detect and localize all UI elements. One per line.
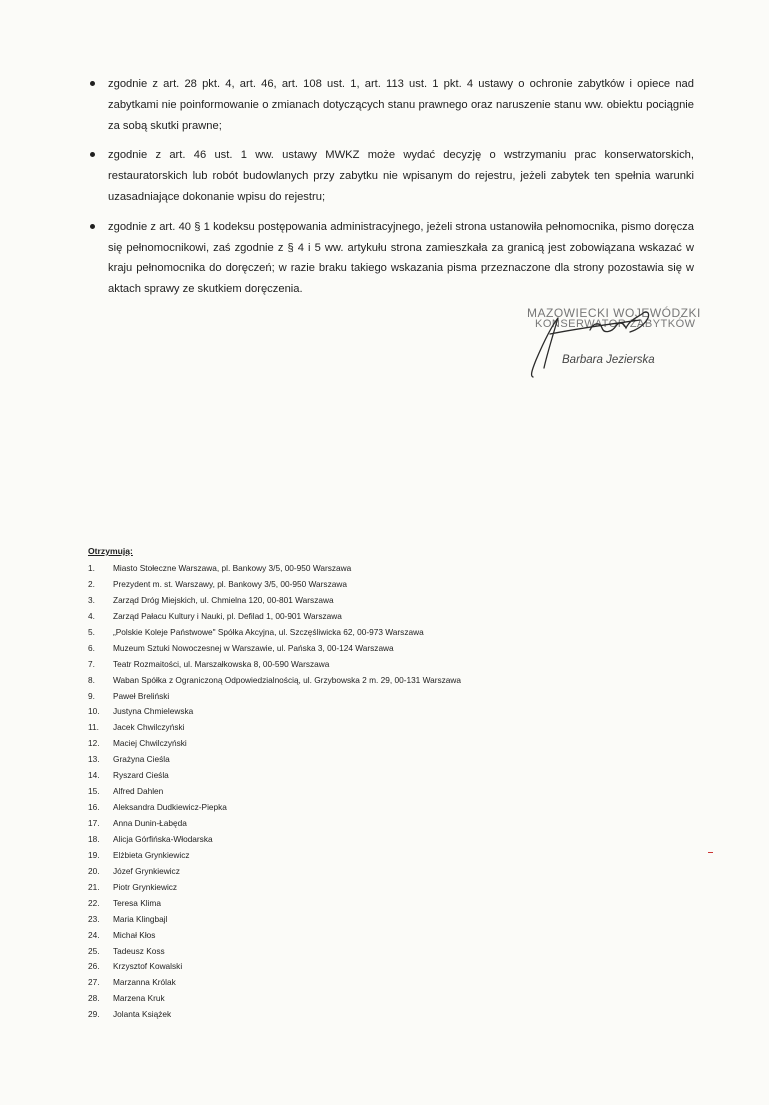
scan-speck [708,852,713,853]
recipient-text: Marzanna Królak [113,977,176,988]
recipient-number: 15. [88,786,100,797]
recipient-number: 25. [88,945,100,956]
recipient-text: Zarząd Pałacu Kultury i Nauki, pl. Defilad 1, 00-901 Warszawa [113,610,342,621]
recipient-item [88,577,688,593]
recipient-text: Waban Spółka z Ograniczoną Odpowiedzialnością, ul. Grzybowska 2 m. 29, 00-131 Warszawa [113,674,462,685]
bullet-icon [90,152,95,157]
recipient-text: Grażyna Cieśla [113,754,170,765]
recipient-item [88,864,688,880]
recipient-number: 12. [88,738,100,749]
recipient-text: Elżbieta Grynkiewicz [113,849,190,860]
recipient-text: Marzena Kruk [113,993,165,1004]
recipient-item [88,975,688,991]
recipient-text: „Polskie Koleje Państwowe" Spółka Akcyjna, ul. Szczęśliwicka 62, 00-973 Warszawa [113,626,424,637]
recipient-text: Paweł Breliński [113,690,170,701]
recipient-number: 27. [88,977,100,988]
recipient-item [88,593,688,609]
recipient-item [88,928,688,944]
recipient-number: 16. [88,802,100,813]
recipient-number: 21. [88,881,100,892]
recipient-text: Prezydent m. st. Warszawy, pl. Bankowy 3/5, 00-950 Warszawa [113,578,347,589]
recipient-text: Anna Dunin-Łabęda [113,818,187,828]
bullet-list [88,74,694,309]
recipient-item [88,896,688,912]
recipient-item [88,704,688,720]
recipient-item [88,912,688,928]
handwritten-signature-icon [520,298,720,380]
recipient-text: Jacek Chwilczyński [113,722,185,733]
bullet-text: zgodnie z art. 40 § 1 kodeksu postępowania administracyjnego, jeżeli strona ustanowiła pełnomocnika, pismo doręcza się pełnomocnikowi, zaś zgodnie z § 4 i 5 ww. artykułu strona zamieszkała za granicą jest zobowiązana wskazać w kraju pełnomocnika do doręczeń; w razie braku takiego wskazania pisma przeznaczone dla strony pozostawia się w aktach sprawy ze skutkiem doręczenia. [108,220,694,296]
recipient-number: 14. [88,770,100,781]
recipient-text: Ryszard Cieśla [113,770,169,781]
recipient-text: Piotr Grynkiewicz [113,881,178,892]
recipient-item [88,768,688,784]
recipient-item [88,1007,688,1023]
recipient-text: Teresa Klima [113,897,161,908]
recipient-item [88,880,688,896]
recipients-list [88,561,688,1023]
recipient-item [88,736,688,752]
recipient-item [88,848,688,864]
bullet-text: zgodnie z art. 28 pkt. 4, art. 46, art. 108 ust. 1, art. 113 ust. 1 pkt. 4 ustawy o ochronie zabytków i opiece nad zabytkami nie poinformowanie o zmianach dotyczących stanu prawnego oraz naruszenie stanu ww. obiektu pociągnie za sobą skutki prawne; [108,78,694,132]
recipient-number: 19. [88,849,100,860]
recipient-number: 3. [88,594,95,605]
recipient-item [88,625,688,641]
recipient-item [88,944,688,960]
recipient-item [88,752,688,768]
recipient-number: 29. [88,1009,100,1020]
recipient-text: Teatr Rozmaitości, ul. Marszałkowska 8, 00-590 Warszawa [113,658,330,669]
recipient-text: Zarząd Dróg Miejskich, ul. Chmielna 120, 00-801 Warszawa [113,594,334,605]
recipient-item [88,784,688,800]
stamp-line-office: MAZOWIECKI WOJEWÓDZKI [527,306,701,320]
recipient-item [88,816,688,832]
recipient-item [88,673,688,689]
recipients-section [88,546,688,1023]
bullet-icon [90,224,95,229]
recipient-text: Jolanta Książek [113,1009,172,1020]
recipient-number: 7. [88,658,95,669]
recipient-text: Alfred Dahlen [113,786,164,797]
recipient-number: 23. [88,913,100,924]
recipient-number: 1. [88,563,95,573]
recipient-text: Józef Grynkiewicz [113,865,180,876]
stamp-line-title: KONSERWATOR ZABYTKÓW [535,318,696,330]
recipient-item [88,561,688,577]
recipient-text: Michał Kłos [113,929,156,940]
recipient-number: 9. [88,690,95,701]
bullet-icon [90,81,95,86]
recipient-item [88,832,688,848]
recipient-number: 2. [88,578,95,589]
recipient-item [88,991,688,1007]
recipient-text: Alicja Górfińska-Włodarska [113,833,213,844]
recipient-number: 10. [88,706,100,717]
recipient-item [88,657,688,673]
signature-stamp [520,298,720,380]
recipient-number: 5. [88,626,95,637]
bullet-item [88,217,694,300]
recipient-number: 13. [88,754,100,765]
recipient-item [88,609,688,625]
recipient-number: 24. [88,929,100,940]
recipient-item [88,800,688,816]
recipient-number: 11. [88,722,99,733]
recipient-text: Justyna Chmielewska [113,706,194,717]
recipient-text: Miasto Stołeczne Warszawa, pl. Bankowy 3/5, 00-950 Warszawa [113,563,352,573]
bullet-item [88,74,694,136]
recipient-text: Aleksandra Dudkiewicz-Piepka [113,802,227,813]
recipient-text: Krzysztof Kowalski [113,961,183,972]
signatory-name: Barbara Jezierska [562,354,655,366]
recipient-item [88,641,688,657]
recipient-item [88,689,688,705]
recipient-number: 4. [88,610,95,621]
recipient-number: 26. [88,961,100,972]
recipient-number: 28. [88,993,100,1004]
recipient-number: 20. [88,865,100,876]
recipient-text: Muzeum Sztuki Nowoczesnej w Warszawie, ul. Pańska 3, 00-124 Warszawa [113,642,394,653]
recipient-number: 17. [88,818,100,828]
recipient-number: 6. [88,642,95,653]
recipient-number: 18. [88,833,100,844]
bullet-text: zgodnie z art. 46 ust. 1 ww. ustawy MWKZ może wydać decyzję o wstrzymaniu prac konserwatorskich, restauratorskich lub robót budowlanych przy zabytku nie wpisanym do rejestru, jeżeli zabytek ten spełnia warunki uzasadniające dokonanie wpisu do rejestru; [108,149,694,203]
recipient-text: Tadeusz Koss [113,945,165,956]
recipient-number: 8. [88,674,95,685]
recipient-text: Maciej Chwilczyński [113,738,187,749]
recipient-item [88,720,688,736]
recipient-item [88,959,688,975]
recipients-title: Otrzymują: [88,546,133,556]
bullet-item [88,145,694,207]
recipient-number: 22. [88,897,100,908]
recipient-text: Maria Klingbajl [113,913,168,924]
